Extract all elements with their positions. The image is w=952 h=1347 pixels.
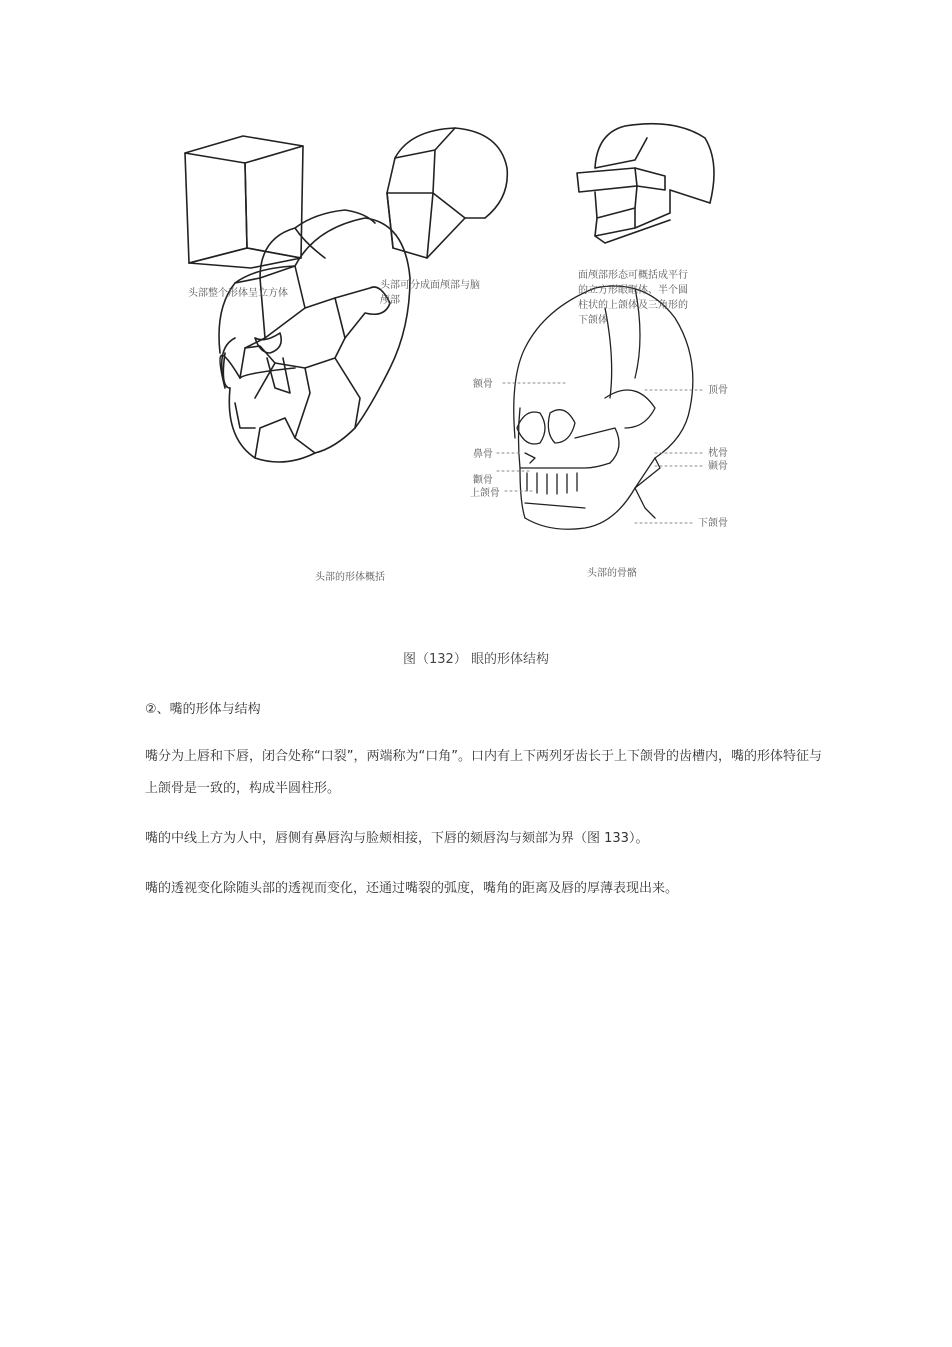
detail-label-line1: 面颅部形态可概括成平行 bbox=[578, 270, 688, 281]
form-summary-label: 头部的形体概括 bbox=[315, 572, 385, 583]
section-heading: ②、嘴的形体与结构 bbox=[145, 702, 261, 717]
bone-label-zygomatic: 颧骨 bbox=[473, 475, 493, 486]
paragraph-1: 嘴分为上唇和下唇，闭合处称“口裂”，两端称为“口角”。口内有上下两列牙齿长于上下颌骨的齿槽内，嘴的形体特征与上颌骨是一致的，构成半圆柱形。 bbox=[145, 749, 822, 796]
figure-illustration bbox=[165, 108, 765, 593]
paragraph-3: 嘴的透视变化除随头部的透视而变化，还通过嘴裂的弧度，嘴角的距离及唇的厚薄表现出来。 bbox=[145, 881, 679, 896]
face-planes-drawing bbox=[577, 124, 714, 243]
split-head-drawing bbox=[387, 128, 507, 258]
bone-label-maxilla: 上颌骨 bbox=[470, 488, 500, 499]
bone-label-nasal: 鼻骨 bbox=[473, 449, 493, 460]
bone-label-occipital: 枕骨 bbox=[708, 448, 728, 459]
cube-label: 头部整个形体呈立方体 bbox=[188, 288, 288, 299]
detail-label-line3: 柱状的上颌体及三角形的 bbox=[578, 300, 688, 311]
cube-drawing bbox=[185, 136, 303, 268]
bone-label-temporal: 颞骨 bbox=[708, 461, 728, 472]
bone-label-mandible: 下颌骨 bbox=[698, 518, 728, 529]
skull-caption-label: 头部的骨骼 bbox=[587, 568, 637, 579]
detail-label-line2: 的立方形眼眶体、半个圆 bbox=[578, 285, 688, 296]
split-label-line2: 颅部 bbox=[380, 295, 400, 306]
head-structure-figure bbox=[165, 108, 765, 593]
paragraph-2: 嘴的中线上方为人中，唇侧有鼻唇沟与脸颊相接，下唇的颏唇沟与颏部为界（图 133）。 bbox=[145, 831, 649, 846]
bone-label-frontal: 额骨 bbox=[473, 379, 493, 390]
figure-caption: 图（132） 眼的形体结构 bbox=[403, 652, 549, 667]
detail-label-line4: 下颌体 bbox=[578, 315, 608, 326]
bone-label-parietal: 顶骨 bbox=[708, 385, 728, 396]
bone-leader-lines bbox=[497, 383, 705, 523]
split-label-line1: 头部可分成面颅部与脑 bbox=[380, 280, 480, 291]
